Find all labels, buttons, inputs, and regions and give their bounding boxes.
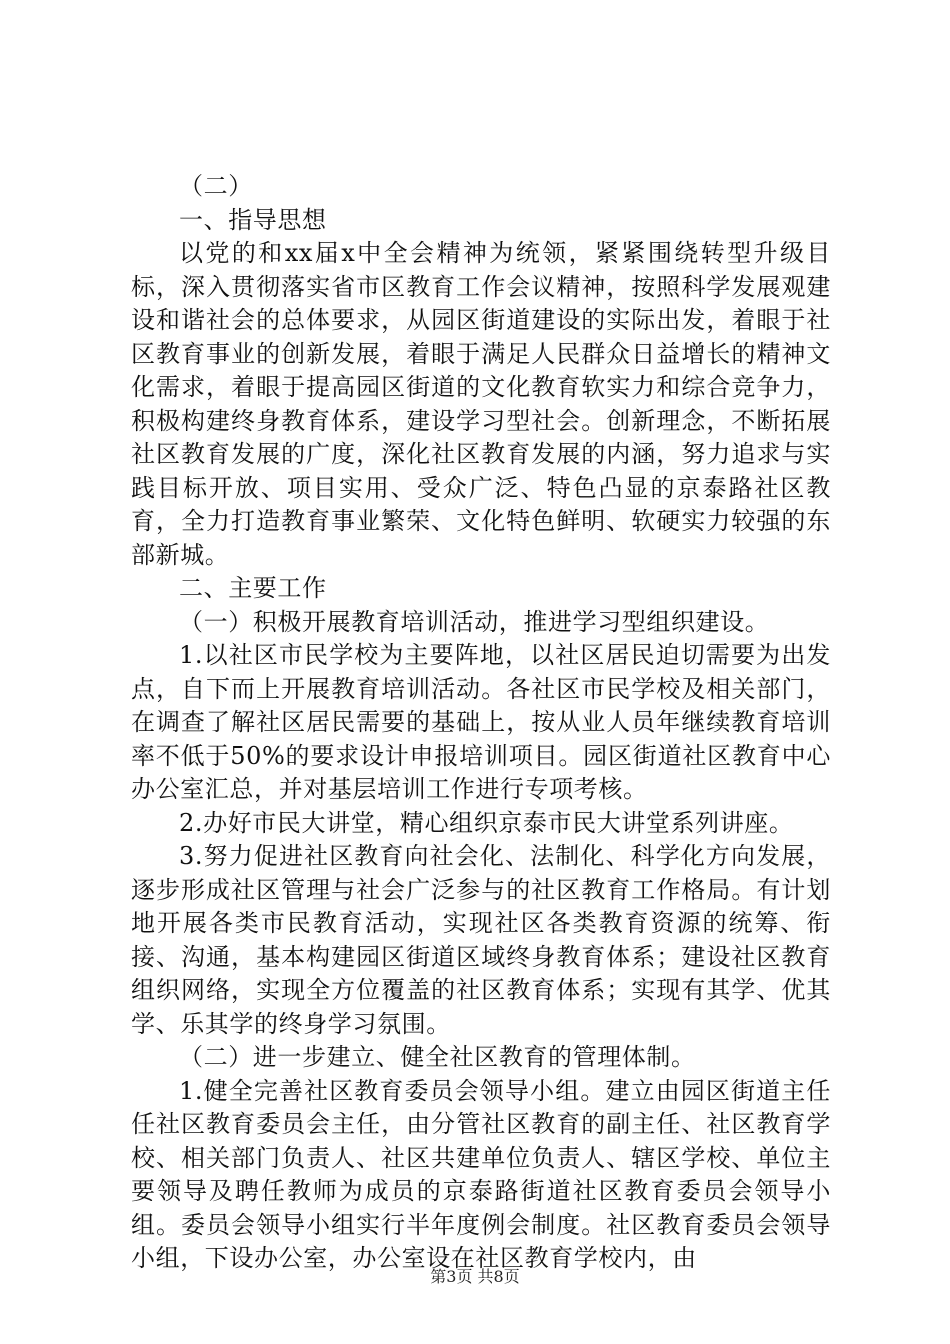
heading-main-work: 二、主要工作 — [179, 574, 327, 602]
heading-guiding-thought: 一、指导思想 — [179, 205, 327, 234]
section-number: （二） — [179, 172, 253, 200]
paragraph-item-3: 3.努力促进社区教育向社会化、法制化、科学化方向发展，逐步形成社区管理与社会广泛参与的社区教育工作格局。有计划地开展各类市民教育活动，实现社区各类教育资源的统筹、衔接、沟通，基本构建园区街道区域终身教育体系；建设社区教育组织网络，实现全方位覆盖的社区教育体系；实现有其学、优其学、乐其学的终身学习氛围。 — [131, 842, 831, 1038]
subheading-training: （一）积极开展教育培训活动，推进学习型组织建设。 — [179, 607, 770, 636]
paragraph-item-1: 1.以社区市民学校为主要阵地，以社区居民迫切需要为出发点，自下而上开展教育培训活动。各社区市民学校及相关部门，在调查了解社区居民需要的基础上，按从业人员年继续教育培训率不低于50%的要求设计申报培训项目。园区街道社区教育中心办公室汇总，并对基层培训工作进行专项考核。 — [131, 641, 831, 803]
paragraph-item-2: 2.办好市民大讲堂，精心组织京泰市民大讲堂系列讲座。 — [179, 808, 794, 837]
paragraph-management-item-1: 1.健全完善社区教育委员会领导小组。建立由园区街道主任任社区教育委员会主任，由分管社区教育的副主任、社区教育学校、相关部门负责人、社区共建单位负责人、辖区学校、单位主要领导及聘任教师为成员的京泰路街道社区教育委员会领导小组。委员会领导小组实行半年度例会制度。社区教育委员会领导小组，下设办公室，办公室设在社区教育学校内，由 — [131, 1076, 831, 1272]
subheading-management: （二）进一步建立、健全社区教育的管理体制。 — [179, 1043, 696, 1071]
document-body — [131, 170, 831, 1276]
page-footer: 第3页 共8页 — [430, 1267, 520, 1286]
paragraph-guiding-thought: 以党的和xx届x中全会精神为统领，紧紧围绕转型升级目标，深入贯彻落实省市区教育工作会议精神，按照科学发展观建设和谐社会的总体要求，从园区街道建设的实际出发，着眼于社区教育事业的创新发展，着眼于满足人民群众日益增长的精神文化需求，着眼于提高园区街道的文化教育软实力和综合竞争力，积极构建终身教育体系，建设学习型社会。创新理念，不断拓展社区教育发展的广度，深化社区教育发展的内涵，努力追求与实践目标开放、项目实用、受众广泛、特色凸显的京泰路社区教育，全力打造教育事业繁荣、文化特色鲜明、软硬实力较强的东部新城。 — [131, 239, 831, 569]
